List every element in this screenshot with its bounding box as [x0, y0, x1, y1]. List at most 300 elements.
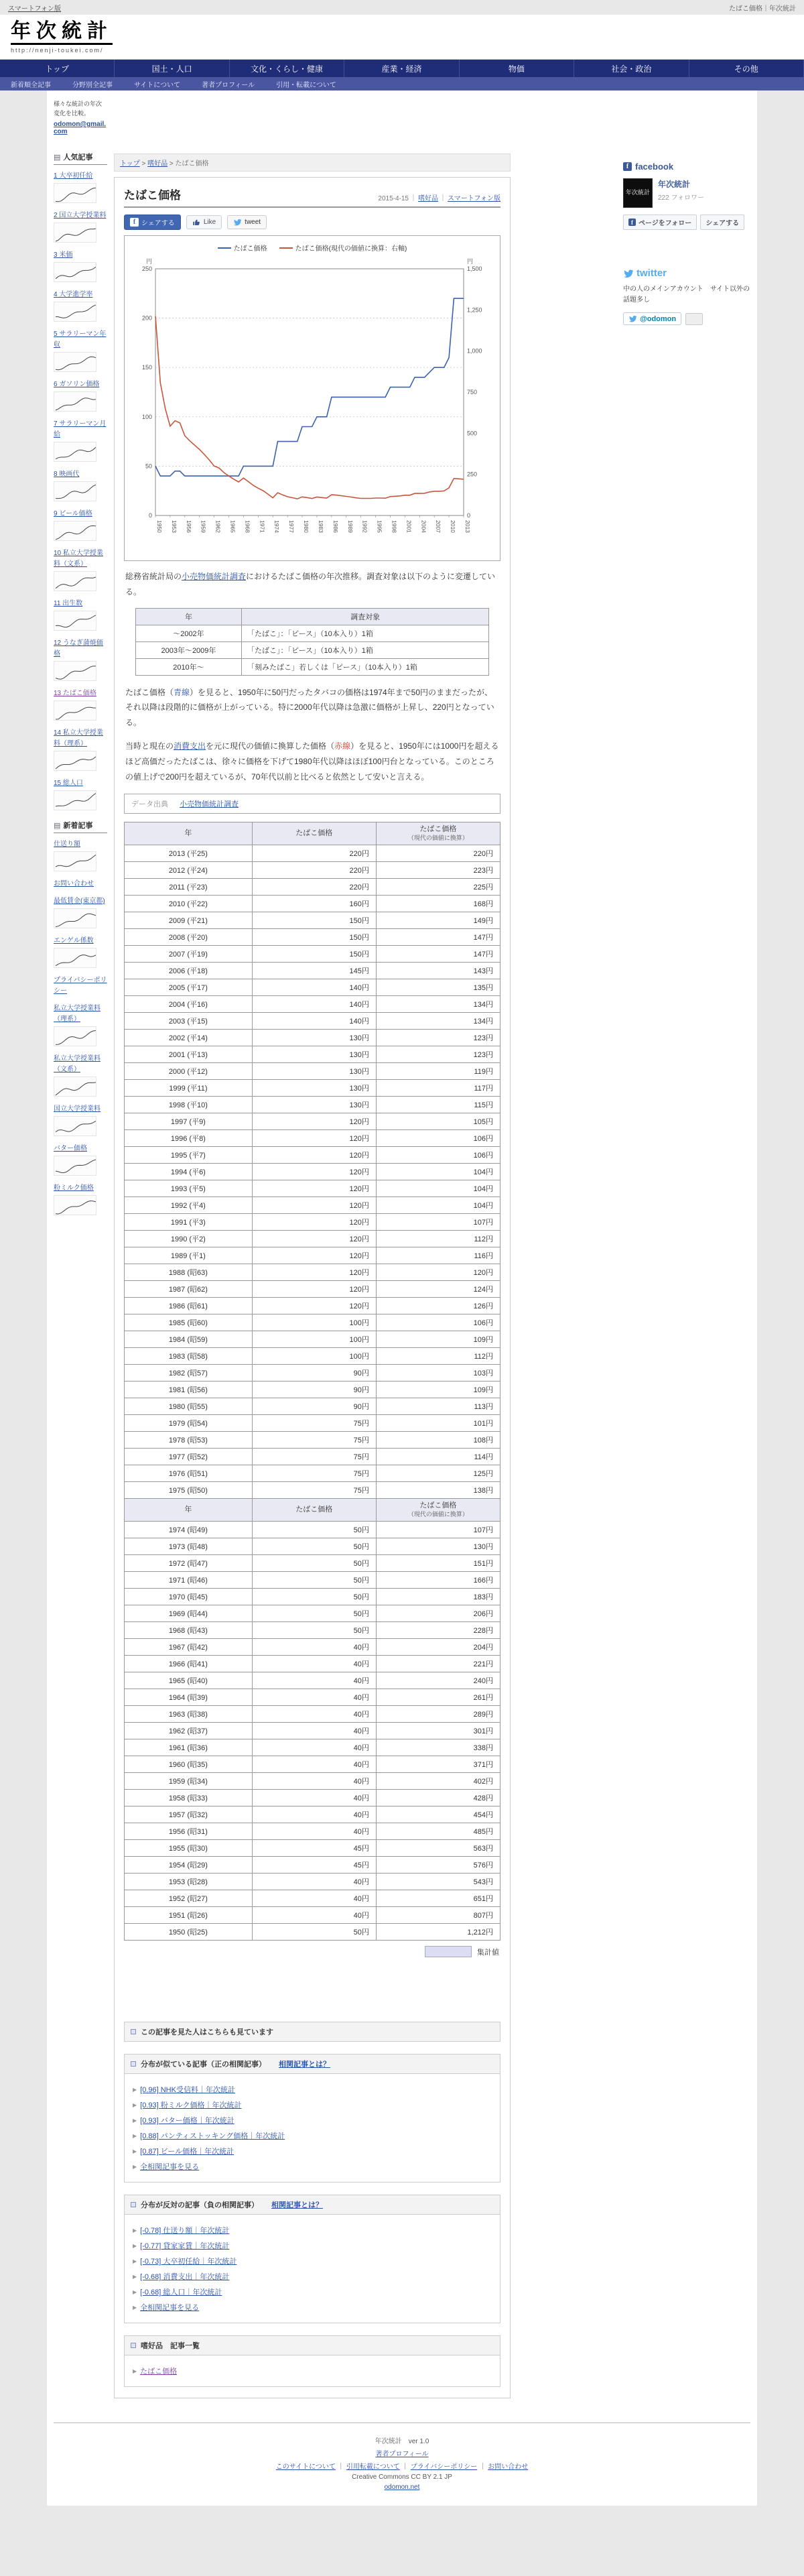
- year-cell: 2006 (平18): [125, 963, 253, 979]
- svg-text:1956: 1956: [185, 520, 192, 533]
- price-cell: 150円: [252, 912, 376, 929]
- svg-text:1962: 1962: [214, 520, 222, 533]
- breadcrumb-item[interactable]: 嗜好品: [147, 160, 168, 168]
- adjusted-price-cell: 289円: [376, 1706, 500, 1723]
- adjusted-price-cell: 113円: [376, 1398, 500, 1415]
- footer-links: [54, 2461, 750, 2471]
- mini-chart: [54, 352, 96, 372]
- svg-text:1989: 1989: [346, 520, 354, 533]
- year-cell: 1972 (昭47): [125, 1555, 253, 1572]
- main-nav-item[interactable]: 文化・くらし・健康: [230, 60, 344, 77]
- section-marker-icon: [131, 2061, 136, 2067]
- adjusted-price-cell: 149円: [376, 912, 500, 929]
- price-table-header-label: 年: [184, 1506, 192, 1514]
- price-table-row: [125, 1924, 500, 1941]
- new-article-link[interactable]: お問い合わせ: [54, 880, 94, 887]
- facebook-page-link[interactable]: 年次統計: [658, 180, 691, 189]
- popular-article-link[interactable]: 5 サラリーマン年収: [54, 330, 107, 349]
- adjusted-price-cell: 301円: [376, 1723, 500, 1739]
- related-article-link[interactable]: [0.88] パンティストッキング価格｜年次統計: [140, 2132, 285, 2141]
- category-link[interactable]: 嗜好品: [418, 195, 438, 202]
- related-article-link[interactable]: [-0.77] 貸家家賃｜年次統計: [140, 2242, 230, 2251]
- year-cell: 1966 (昭41): [125, 1656, 253, 1672]
- site-header: [0, 15, 804, 60]
- price-table-row: [125, 1706, 500, 1723]
- price-table-row: [125, 845, 500, 862]
- smartphone-link[interactable]: スマートフォン版: [448, 195, 500, 202]
- new-article-item: [54, 878, 107, 889]
- new-article-link[interactable]: エンゲル係数: [54, 937, 94, 944]
- tweet-button[interactable]: [227, 215, 267, 229]
- year-cell: 1952 (昭27): [125, 1890, 253, 1907]
- bullet-icon: ▶: [133, 2273, 137, 2280]
- price-cell: 50円: [252, 1522, 376, 1538]
- footer-link[interactable]: プライバシーポリシー: [410, 2463, 478, 2471]
- popular-article-link[interactable]: 8 映画代: [54, 471, 80, 478]
- adjusted-price-cell: 240円: [376, 1672, 500, 1689]
- year-cell: 2009 (平21): [125, 912, 253, 929]
- adjusted-price-cell: 147円: [376, 929, 500, 946]
- facebook-page-thumbnail[interactable]: [623, 178, 653, 208]
- popular-article-item: [54, 469, 107, 501]
- svg-text:1998: 1998: [391, 520, 398, 533]
- bullet-icon: ▶: [133, 2101, 137, 2108]
- price-table-row: [125, 1030, 500, 1046]
- legend-swatch: [279, 247, 293, 249]
- svg-text:1992: 1992: [361, 520, 368, 533]
- svg-text:1974: 1974: [273, 520, 281, 533]
- popular-article-item: [54, 598, 107, 631]
- popular-article-link[interactable]: 7 サラリーマン月給: [54, 420, 107, 438]
- svg-text:1965: 1965: [229, 520, 237, 533]
- new-article-link[interactable]: 粉ミルク価格: [54, 1184, 94, 1192]
- new-article-link[interactable]: 私立大学授業料（文系）: [54, 1055, 100, 1073]
- facebook-icon: f: [628, 219, 636, 226]
- price-table-row: [125, 1314, 500, 1331]
- price-cell: 50円: [252, 1589, 376, 1605]
- svg-text:1950: 1950: [156, 520, 163, 533]
- new-article-link[interactable]: 私立大学授業料（理系）: [54, 1005, 100, 1023]
- adjusted-price-cell: 114円: [376, 1449, 500, 1465]
- price-cell: 75円: [252, 1465, 376, 1482]
- related-article-link[interactable]: [0.93] 粉ミルク価格｜年次統計: [140, 2101, 242, 2110]
- adjusted-price-cell: 108円: [376, 1432, 500, 1449]
- price-table-row: [125, 1465, 500, 1482]
- negative-correlation-box: [124, 2195, 500, 2323]
- svg-text:1,000: 1,000: [467, 347, 482, 355]
- related-article-link[interactable]: たばこ価格: [140, 2368, 178, 2376]
- new-article-link[interactable]: 最低賃金(東京都): [54, 898, 105, 905]
- footer: [54, 2422, 750, 2506]
- twitter-widget: [623, 267, 750, 325]
- sub-nav-item[interactable]: 分野別全記事: [72, 81, 113, 89]
- category-articles-header: [124, 2335, 500, 2355]
- category-articles-list: [124, 2355, 500, 2387]
- view-all-link[interactable]: 全相関記事を見る: [140, 2304, 200, 2313]
- price-cell: 75円: [252, 1415, 376, 1432]
- price-table-row: [125, 1247, 500, 1264]
- price-table-row: [125, 862, 500, 879]
- main-nav-item[interactable]: 国土・人口: [115, 60, 229, 77]
- price-table-row: [125, 912, 500, 929]
- new-article-link[interactable]: 国立大学授業料: [54, 1105, 100, 1113]
- price-cell: 220円: [252, 879, 376, 896]
- related-article-link[interactable]: [-0.73] 大卒初任給｜年次統計: [140, 2258, 237, 2266]
- related-article-item: [133, 2271, 492, 2282]
- footer-link[interactable]: お問い合わせ: [488, 2463, 529, 2471]
- twitter-bird-icon: [623, 268, 634, 279]
- price-table-row: [125, 1164, 500, 1180]
- footer-link[interactable]: 引用転載について: [346, 2463, 400, 2471]
- year-cell: 1970 (昭45): [125, 1589, 253, 1605]
- year-cell: 1959 (昭34): [125, 1773, 253, 1790]
- year-cell: 2013 (平25): [125, 845, 253, 862]
- price-table-row: [125, 1790, 500, 1806]
- bullet-icon: ▶: [133, 2258, 137, 2264]
- svg-text:1953: 1953: [170, 520, 178, 533]
- price-cell: 50円: [252, 1538, 376, 1555]
- year-cell: 1964 (昭39): [125, 1689, 253, 1706]
- adjusted-price-cell: 807円: [376, 1907, 500, 1924]
- related-article-item: [133, 2240, 492, 2251]
- section-marker-icon: [131, 2343, 136, 2348]
- adjusted-price-cell: 261円: [376, 1689, 500, 1706]
- new-article-link[interactable]: 仕送り額: [54, 841, 80, 848]
- svg-text:円: 円: [145, 258, 152, 265]
- price-cell: 120円: [252, 1264, 376, 1281]
- adjusted-price-cell: 485円: [376, 1823, 500, 1840]
- smartphone-version-link[interactable]: スマートフォン版: [8, 5, 61, 13]
- sub-nav-item[interactable]: 引用・転載について: [276, 81, 336, 89]
- popular-article-item: [54, 508, 107, 541]
- year-cell: 1962 (昭37): [125, 1723, 253, 1739]
- year-cell: 2003 (平15): [125, 1013, 253, 1030]
- year-cell: 1980 (昭55): [125, 1398, 253, 1415]
- popular-article-link[interactable]: 12 うなぎ蒲焼価格: [54, 639, 103, 658]
- view-all-link[interactable]: 全相関記事を見る: [140, 2163, 200, 2172]
- price-chart-svg: [129, 254, 496, 557]
- breadcrumb: [114, 154, 511, 172]
- price-table-header-label: たばこ価格: [419, 825, 457, 834]
- popular-article-item: [54, 548, 107, 591]
- list-icon: ▤: [54, 153, 61, 162]
- bullet-icon: ▶: [133, 2288, 137, 2295]
- related-article-link[interactable]: [0.96] NHK受信料｜年次統計: [140, 2086, 235, 2095]
- price-cell: 40円: [252, 1823, 376, 1840]
- facebook-icon: f: [130, 218, 139, 227]
- price-cell: 120円: [252, 1180, 376, 1197]
- price-table-row: [125, 1522, 500, 1538]
- related-article-link[interactable]: [-0.68] 消費支出｜年次統計: [140, 2273, 230, 2282]
- inline-link[interactable]: 消費支出: [174, 741, 206, 751]
- popular-article-item: [54, 778, 107, 810]
- mini-chart: [54, 442, 96, 462]
- price-cell: 145円: [252, 963, 376, 979]
- separator: ｜: [440, 195, 446, 202]
- year-cell: 1995 (平7): [125, 1147, 253, 1164]
- sub-nav-item[interactable]: 新着順全記事: [11, 81, 51, 89]
- text-span: 総務省統計局の: [125, 572, 182, 581]
- survey-target-cell: 「刻みたばこ」若しくは「ピース」（10本入り）1箱: [242, 658, 489, 675]
- price-cell: 100円: [252, 1331, 376, 1348]
- facebook-followers: 222 フォロワー: [658, 194, 704, 202]
- related-article-link[interactable]: [0.93] バター価格｜年次統計: [140, 2117, 234, 2126]
- adjusted-price-cell: 115円: [376, 1097, 500, 1113]
- footer-license: Creative Commons CC BY 2.1 JP: [352, 2473, 452, 2481]
- new-article-item: [54, 896, 107, 928]
- price-table-row: [125, 1605, 500, 1622]
- main-nav-item[interactable]: トップ: [0, 60, 115, 77]
- text-span: ）を見ると、1950年には1000円を超えるほど高価だったたばこは、徐々に価格を下げて1980年代以降はほぼ100円台となっている。このところの値上げで200円を超えているが、70年代以前と比べると依然として安いと言える。: [125, 741, 499, 782]
- year-cell: 1967 (昭42): [125, 1639, 253, 1656]
- year-cell: 2000 (平12): [125, 1063, 253, 1080]
- price-table-header-sublabel: （現代の価値に換算）: [407, 835, 468, 842]
- footer-link[interactable]: このサイトについて: [275, 2463, 336, 2471]
- footer-version: 年次統計 ver 1.0: [375, 2438, 429, 2446]
- text-span: たばこ価格（: [125, 687, 174, 697]
- facebook-follow-label: ページをフォロー: [639, 220, 692, 227]
- aggregate-input[interactable]: [425, 1946, 472, 1957]
- adjusted-price-cell: 125円: [376, 1465, 500, 1482]
- mini-chart: [54, 700, 96, 721]
- price-table-header: [376, 1499, 500, 1522]
- text-span: ）を見ると、1950年に50円だったタバコの価格は1974年まで50円のままだったが、それ以降は段階的に価格が上がっている。特に2000年代以降は急激に価格が上昇し、220円となっている。: [125, 687, 494, 728]
- popular-article-item: [54, 249, 107, 282]
- svg-text:1,500: 1,500: [467, 265, 482, 272]
- popular-article-link[interactable]: 6 ガソリン価格: [54, 381, 100, 388]
- year-cell: 1975 (昭50): [125, 1482, 253, 1499]
- year-cell: 2007 (平19): [125, 946, 253, 963]
- svg-text:250: 250: [467, 471, 478, 478]
- footer-domain-link[interactable]: odomon.net: [384, 2483, 420, 2492]
- survey-table-row: [135, 641, 488, 658]
- adjusted-price-cell: 107円: [376, 1214, 500, 1231]
- price-cell: 100円: [252, 1314, 376, 1331]
- year-cell: 1957 (昭32): [125, 1806, 253, 1823]
- year-cell: 2010 (平22): [125, 896, 253, 912]
- price-cell: 45円: [252, 1840, 376, 1857]
- price-history-table: [124, 822, 500, 1941]
- year-cell: 2008 (平20): [125, 929, 253, 946]
- related-article-link[interactable]: [-0.68] 総人口｜年次統計: [140, 2288, 222, 2297]
- adjusted-price-cell: 109円: [376, 1382, 500, 1398]
- price-table-row: [125, 1063, 500, 1080]
- negative-correlation-list: [124, 2215, 500, 2323]
- facebook-widget-share-button[interactable]: [700, 214, 744, 230]
- adjusted-price-cell: 151円: [376, 1555, 500, 1572]
- related-article-link[interactable]: [0.87] ビール価格｜年次統計: [140, 2148, 234, 2156]
- price-table-row: [125, 929, 500, 946]
- facebook-follow-button[interactable]: [623, 214, 697, 230]
- popular-article-link[interactable]: 13 たばこ価格: [54, 690, 96, 697]
- popular-article-link[interactable]: 11 出生数: [54, 600, 83, 607]
- price-cell: 160円: [252, 896, 376, 912]
- popular-article-link[interactable]: 4 大学進学率: [54, 291, 93, 298]
- main-nav-item[interactable]: その他: [689, 60, 804, 77]
- adjusted-price-cell: 104円: [376, 1164, 500, 1180]
- facebook-widget-share-label: シェアする: [706, 220, 740, 227]
- main-nav-item[interactable]: 物価: [460, 60, 574, 77]
- price-cell: 40円: [252, 1723, 376, 1739]
- related-article-item: [133, 2084, 492, 2095]
- inline-link[interactable]: 小売物価統計調査: [182, 572, 247, 581]
- price-table-row: [125, 1113, 500, 1130]
- adjusted-price-cell: 105円: [376, 1113, 500, 1130]
- twitter-bird-icon: [233, 218, 242, 227]
- price-table-row: [125, 1756, 500, 1773]
- related-article-link[interactable]: [-0.78] 仕送り額｜年次統計: [140, 2227, 230, 2235]
- price-table-row: [125, 1331, 500, 1348]
- breadcrumb-item[interactable]: トップ: [120, 160, 140, 168]
- twitter-follow-button[interactable]: [623, 312, 681, 325]
- mini-chart: [54, 790, 96, 810]
- survey-year-cell: 2010年～: [135, 658, 241, 675]
- price-cell: 120円: [252, 1214, 376, 1231]
- facebook-brand: [623, 162, 750, 172]
- year-cell: 1956 (昭31): [125, 1823, 253, 1840]
- adjusted-price-cell: 130円: [376, 1538, 500, 1555]
- bullet-icon: ▶: [133, 2117, 137, 2124]
- twitter-handle: @odomon: [640, 314, 677, 323]
- twitter-count-box: [685, 313, 703, 325]
- year-cell: 1960 (昭35): [125, 1756, 253, 1773]
- price-cell: 140円: [252, 1013, 376, 1030]
- correlation-help-link[interactable]: 相関記事とは？: [271, 2201, 323, 2210]
- price-cell: 75円: [252, 1449, 376, 1465]
- svg-text:2004: 2004: [420, 520, 427, 533]
- year-cell: 1982 (昭57): [125, 1365, 253, 1382]
- year-cell: 1963 (昭38): [125, 1706, 253, 1723]
- year-cell: 1978 (昭53): [125, 1432, 253, 1449]
- section-marker-icon: [131, 2029, 136, 2034]
- year-cell: 1951 (昭26): [125, 1907, 253, 1924]
- popular-article-link[interactable]: 14 私立大学授業料（理系）: [54, 729, 103, 747]
- mini-chart: [54, 1026, 96, 1046]
- popular-articles-list: [54, 170, 107, 810]
- price-cell: 50円: [252, 1605, 376, 1622]
- adjusted-price-cell: 134円: [376, 996, 500, 1013]
- related-article-item: [133, 2366, 492, 2376]
- price-table-row: [125, 1689, 500, 1706]
- main-nav-item[interactable]: 社会・政治: [574, 60, 689, 77]
- year-cell: 1999 (平11): [125, 1080, 253, 1097]
- price-table-row: [125, 946, 500, 963]
- year-cell: 1985 (昭60): [125, 1314, 253, 1331]
- svg-text:円: 円: [467, 258, 474, 265]
- category-articles-box: [124, 2335, 500, 2387]
- popular-article-item: [54, 379, 107, 412]
- adjusted-price-cell: 220円: [376, 845, 500, 862]
- popular-article-link[interactable]: 10 私立大学授業料（文系）: [54, 550, 103, 568]
- new-article-item: [54, 1182, 107, 1215]
- analysis-paragraph-2: [125, 739, 499, 784]
- svg-text:2007: 2007: [435, 520, 442, 533]
- price-table-row: [125, 1555, 500, 1572]
- price-cell: 130円: [252, 1080, 376, 1097]
- price-table-row: [125, 1482, 500, 1499]
- facebook-share-button[interactable]: [124, 214, 181, 230]
- text-span: におけるたばこ価格の年次推移。調査対象は以下のように変遷している。: [125, 572, 496, 597]
- mini-chart: [54, 183, 96, 203]
- adjusted-price-cell: 134円: [376, 1013, 500, 1030]
- sub-nav-item[interactable]: 著者プロフィール: [202, 81, 255, 89]
- data-source-link[interactable]: 小売物価統計調査: [180, 800, 239, 809]
- survey-table-header: 調査対象: [242, 608, 489, 625]
- mini-chart: [54, 948, 96, 968]
- price-table-row: [125, 1281, 500, 1298]
- survey-target-cell: 「たばこ」：「ピース」（10本入り）1箱: [242, 625, 489, 641]
- survey-year-cell: ～2002年: [135, 625, 241, 641]
- price-table-row: [125, 1046, 500, 1063]
- mini-chart: [54, 611, 96, 631]
- price-table-row: [125, 1449, 500, 1465]
- year-cell: 1992 (平4): [125, 1197, 253, 1214]
- email-link[interactable]: odomon@gmail.com: [54, 121, 107, 135]
- breadcrumb-item: たばこ価格: [175, 160, 209, 168]
- footer-separator: ｜: [401, 2463, 409, 2471]
- adjusted-price-cell: 123円: [376, 1030, 500, 1046]
- new-article-link[interactable]: バター価格: [54, 1145, 87, 1152]
- price-table-row: [125, 1231, 500, 1247]
- adjusted-price-cell: 107円: [376, 1522, 500, 1538]
- list-icon: ▤: [54, 821, 61, 830]
- legend-label: たばこ価格: [233, 245, 267, 253]
- price-table-row: [125, 1589, 500, 1605]
- new-articles-title: 新着記事: [63, 822, 93, 830]
- year-cell: 1983 (昭58): [125, 1348, 253, 1365]
- adjusted-price-cell: 223円: [376, 862, 500, 879]
- svg-text:1986: 1986: [332, 520, 339, 533]
- facebook-buttons: [623, 214, 750, 230]
- new-article-link[interactable]: プライバシーポリシー: [54, 977, 107, 995]
- adjusted-price-cell: 402円: [376, 1773, 500, 1790]
- site-logo[interactable]: 年次統計: [11, 21, 113, 45]
- price-cell: 90円: [252, 1365, 376, 1382]
- svg-text:750: 750: [467, 389, 478, 395]
- related-article-item: [133, 2286, 492, 2297]
- price-table-row: [125, 1180, 500, 1197]
- sub-nav-item[interactable]: サイトについて: [134, 81, 181, 89]
- adjusted-price-cell: 106円: [376, 1130, 500, 1147]
- twitter-follow-row: [623, 312, 750, 325]
- popular-article-link[interactable]: 3 米価: [54, 251, 73, 259]
- adjusted-price-cell: 143円: [376, 963, 500, 979]
- popular-article-link[interactable]: 15 総人口: [54, 780, 83, 787]
- price-table-header: [252, 822, 376, 845]
- price-table-row: [125, 1013, 500, 1030]
- popular-article-link[interactable]: 9 ビール価格: [54, 510, 92, 517]
- positive-correlation-title: 分布が似ている記事（正の相関記事）: [141, 2061, 266, 2069]
- aggregate-control-row: [125, 1946, 499, 1957]
- facebook-like-button[interactable]: [186, 215, 222, 229]
- year-cell: 1993 (平5): [125, 1180, 253, 1197]
- correlation-help-link[interactable]: 相関記事とは？: [279, 2061, 330, 2069]
- price-cell: 90円: [252, 1398, 376, 1415]
- year-cell: 1996 (平8): [125, 1130, 253, 1147]
- price-table-row: [125, 1890, 500, 1907]
- popular-article-link[interactable]: 1 大卒初任給: [54, 172, 93, 180]
- footer-profile-link[interactable]: 著者プロフィール: [375, 2451, 429, 2459]
- main-nav-item[interactable]: 産業・経済: [344, 60, 459, 77]
- adjusted-price-cell: 126円: [376, 1298, 500, 1314]
- mini-chart: [54, 521, 96, 541]
- year-cell: 1994 (平6): [125, 1164, 253, 1180]
- year-cell: 1968 (昭43): [125, 1622, 253, 1639]
- popular-article-link[interactable]: 2 国立大学授業料: [54, 212, 107, 219]
- negative-correlation-header: [124, 2195, 500, 2215]
- year-cell: 2002 (平14): [125, 1030, 253, 1046]
- year-cell: 1954 (昭29): [125, 1857, 253, 1874]
